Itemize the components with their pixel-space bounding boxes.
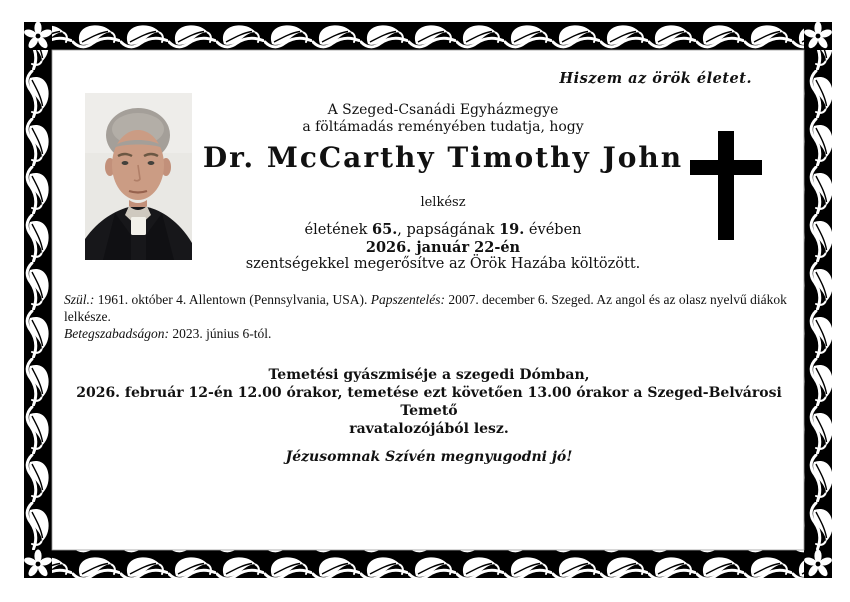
bio-paragraph xyxy=(64,291,794,342)
motto-text: Hiszem az örök életet. xyxy=(559,70,752,87)
death-details xyxy=(197,221,689,273)
age-line-text: életének xyxy=(304,222,373,238)
age-line xyxy=(197,221,689,239)
funeral-line-3: ravatalozójából lesz. xyxy=(349,421,509,437)
age-line-text: évében xyxy=(524,222,582,238)
cross-icon xyxy=(690,131,762,240)
birth-text: 1961. október 4. Allentown (Pennsylvania, USA). xyxy=(94,292,371,307)
closing-text: Jézusomnak Szívén megnyugodni jó! xyxy=(285,449,573,465)
funeral-paragraph xyxy=(58,366,800,438)
sick-leave-label: Betegszabadságon: xyxy=(64,326,169,341)
age-value: 65. xyxy=(372,221,398,238)
announcement-intro xyxy=(197,102,689,136)
birth-label: Szül.: xyxy=(64,292,95,307)
deceased-title: lelkész xyxy=(420,195,466,210)
portrait-photo xyxy=(85,93,192,260)
funeral-line-2: 2026. február 12-én 12.00 órakor, temetése ezt követően 13.00 órakor a Szeged-Belvárosi Temető xyxy=(76,385,782,419)
announcement-line-1: A Szeged-Csanádi Egyházmegye xyxy=(327,102,559,118)
death-line: szentségekkel megerősítve az Örök Hazába költözött. xyxy=(245,256,641,272)
sick-leave-text: 2023. június 6-tól. xyxy=(169,326,272,341)
ordination-label: Papszentelés: xyxy=(370,292,445,307)
age-line-text: , papságának xyxy=(397,222,500,238)
priesthood-years-value: 19. xyxy=(499,221,525,238)
funeral-line-1: Temetési gyászmiséje a szegedi Dómban, xyxy=(268,367,590,383)
ordination-text: 2007. december 6. Szeged. Az angol és az olasz nyelvű diákok lelkésze. xyxy=(64,292,787,324)
death-date: 2026. január 22-én xyxy=(365,239,521,256)
deceased-name-heading: Dr. McCarthy Timothy John xyxy=(202,141,684,174)
announcement-line-2: a föltámadás reményében tudatja, hogy xyxy=(302,119,584,135)
